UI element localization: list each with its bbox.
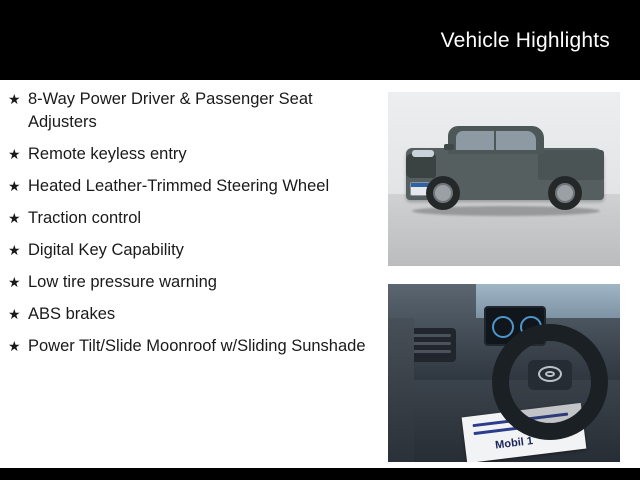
list-item-label: Heated Leather-Trimmed Steering Wheel [28,177,330,195]
list-item-label: Power Tilt/Slide Moonroof w/Sliding Sunshade [28,337,366,355]
paper-label: Mobil 1 [494,435,534,452]
star-icon: ★ [8,178,21,194]
list-item-label: ABS brakes [28,305,116,323]
star-icon: ★ [8,242,21,258]
truck-mirror [444,144,454,150]
list-item-label: Low tire pressure warning [28,273,217,291]
truck-grille [406,154,436,178]
page-title: Vehicle Highlights [440,29,610,52]
list-item [0,239,372,262]
feature-list [0,88,372,367]
list-item [0,175,372,198]
list-item-label: Digital Key Capability [28,241,184,259]
truck-windows [456,131,536,150]
star-icon: ★ [8,146,21,162]
list-item [0,335,372,358]
list-item [0,88,372,134]
star-icon: ★ [8,91,21,107]
list-item-label: Traction control [28,209,142,227]
truck-headlight [412,150,434,157]
list-item [0,303,372,326]
vehicle-interior-photo [388,284,620,462]
list-item [0,271,372,294]
truck-front-wheel [426,176,460,210]
star-icon: ★ [8,274,21,290]
star-icon: ★ [8,306,21,322]
truck-rear-wheel [548,176,582,210]
brand-emblem-icon [538,366,562,382]
header-bar [0,0,640,80]
air-vents [408,328,456,362]
interior-door-panel [388,318,414,462]
vehicle-exterior-photo [388,92,620,266]
truck-bed [538,150,604,180]
footer-bar [0,468,640,480]
list-item [0,143,372,166]
exterior-ground [388,194,620,266]
star-icon: ★ [8,338,21,354]
list-item [0,207,372,230]
list-item-label: Remote keyless entry [28,145,187,163]
list-item-label: 8-Way Power Driver & Passenger Seat Adjusters [28,90,313,131]
star-icon: ★ [8,210,21,226]
